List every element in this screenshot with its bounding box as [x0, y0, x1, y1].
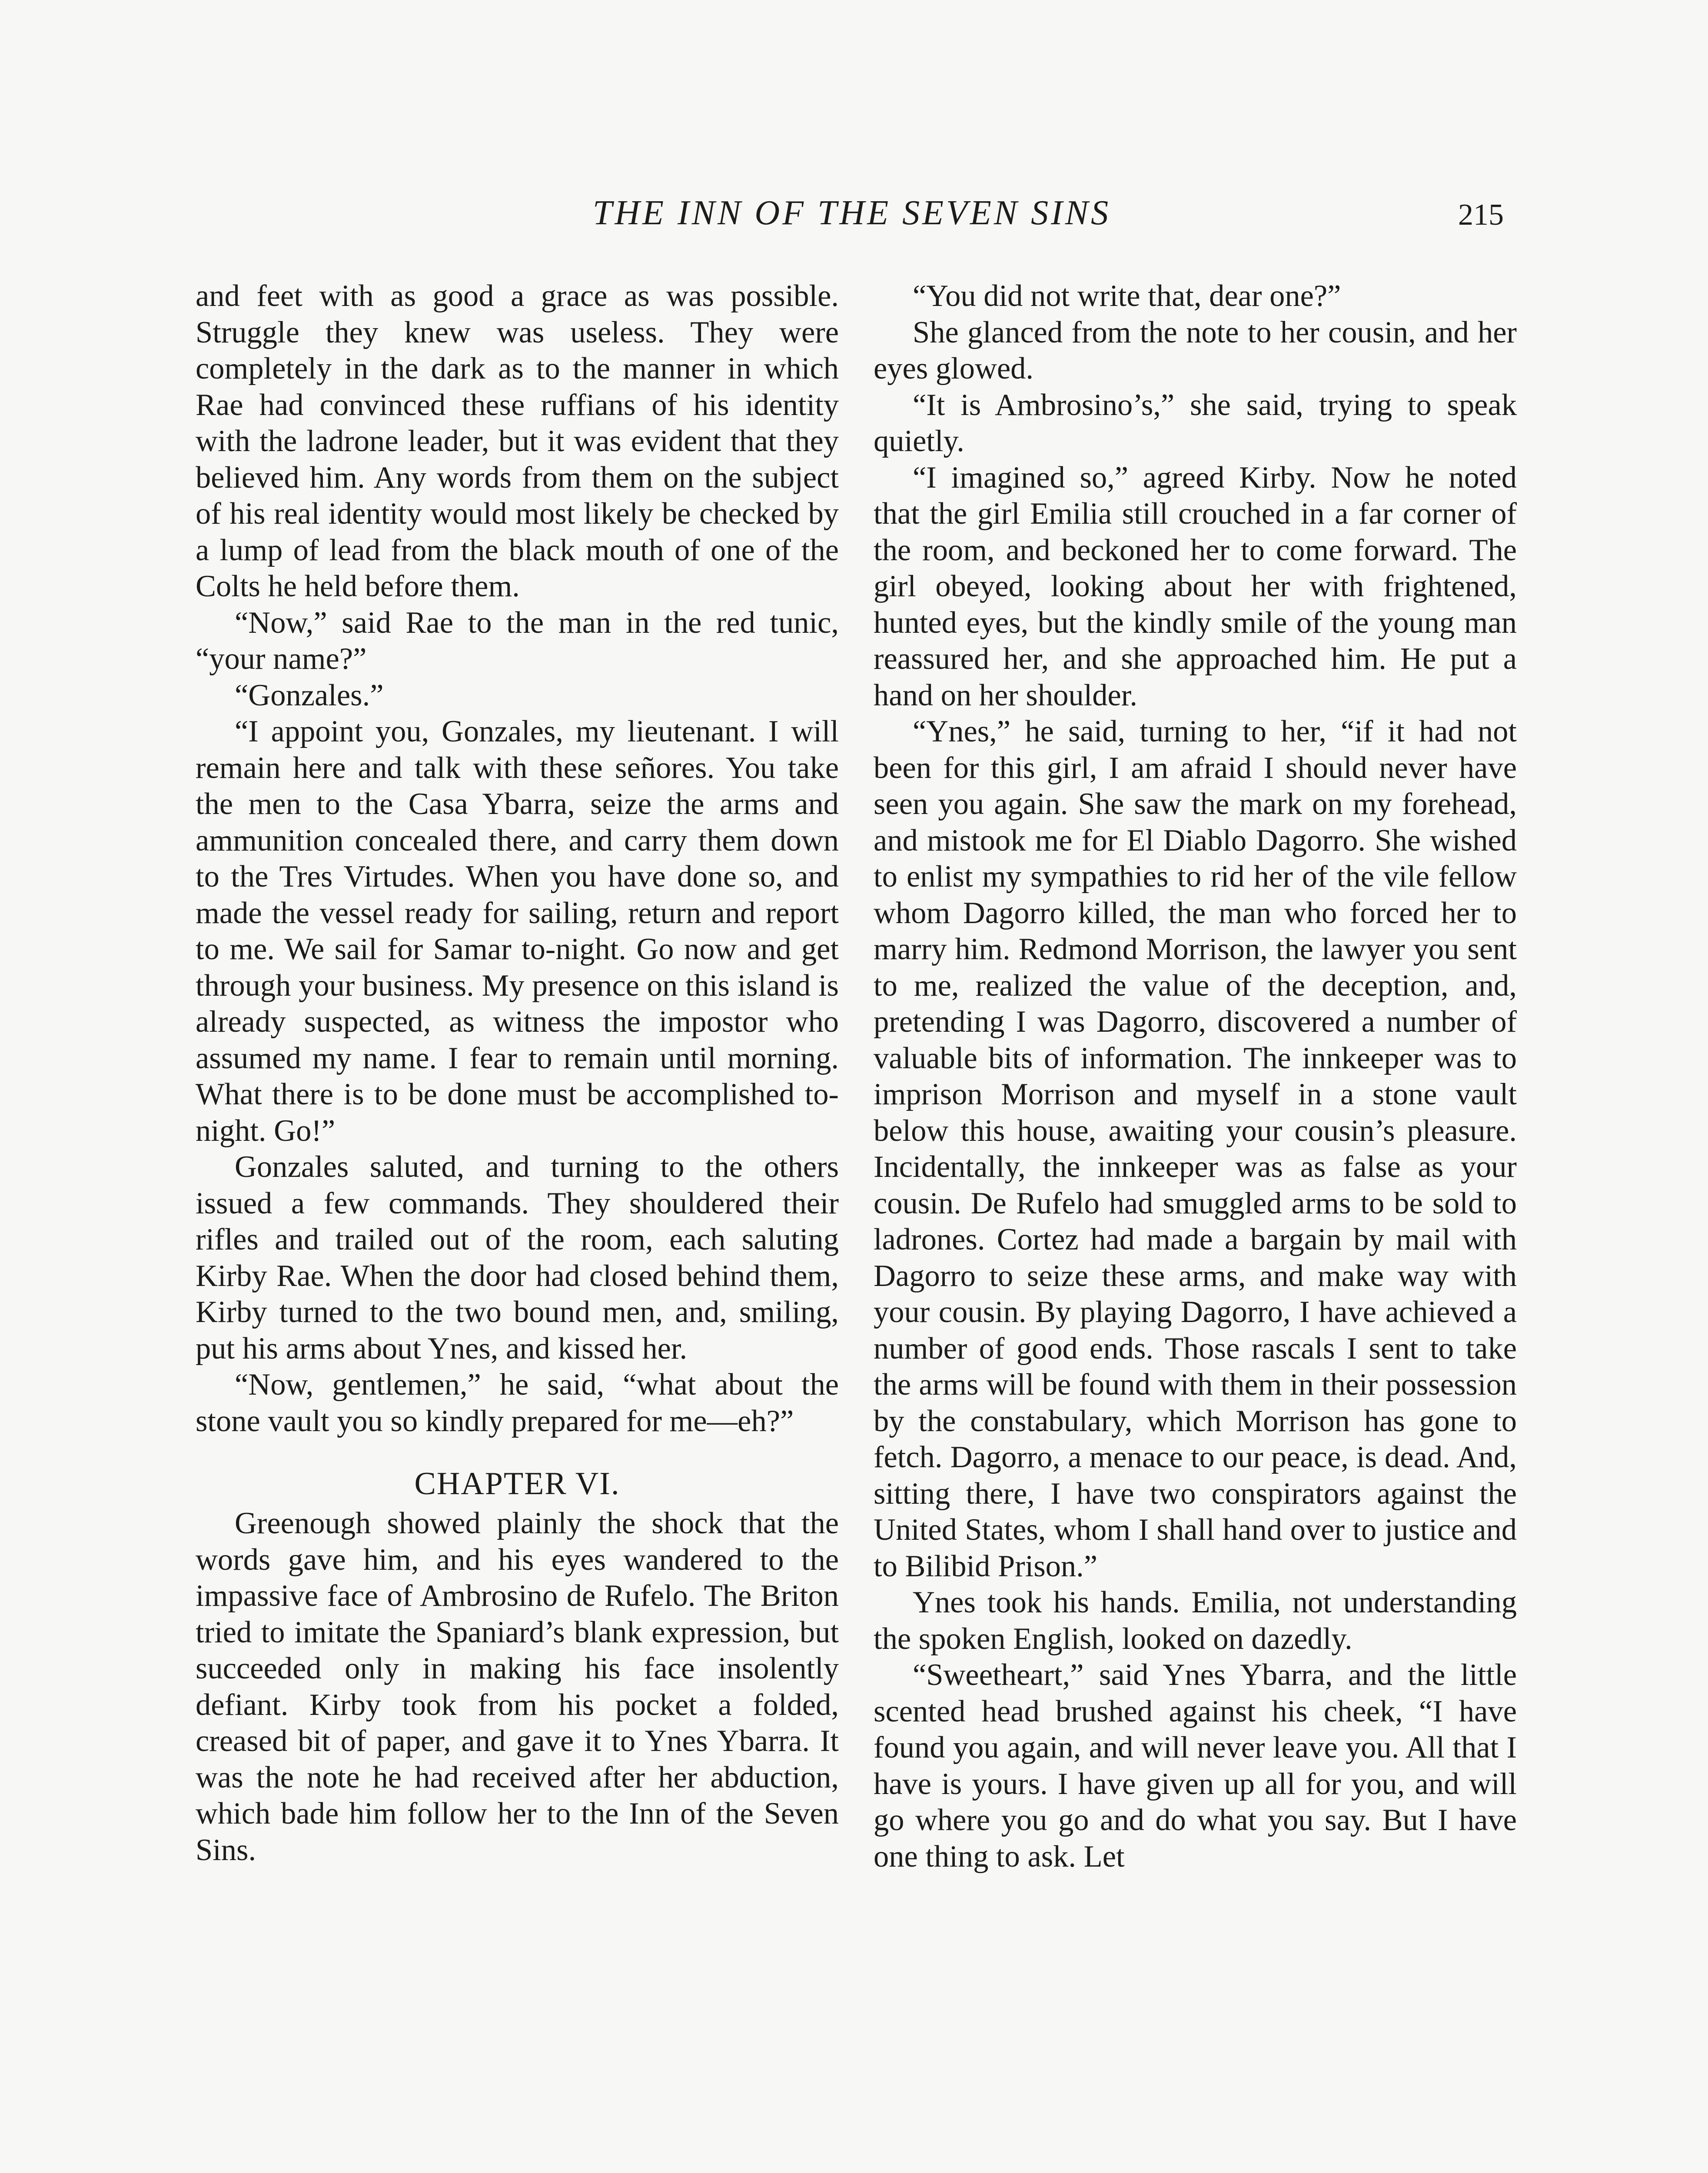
- left-column: [196, 278, 839, 1868]
- paragraph: “It is Ambrosino’s,” she said, trying to speak quietly.: [874, 388, 1517, 458]
- paragraph: Ynes took his hands. Emilia, not understanding the spoken English, looked on dazedly.: [874, 1585, 1517, 1656]
- paragraph: Gonzales saluted, and turning to the others issued a few commands. They shouldered their rifles and trailed out of the room, each saluting Kirby Rae. When the door had closed behind them, Kirby turned to the two bound men, and, smiling, put his arms about Ynes, and kissed her.: [196, 1150, 839, 1366]
- right-column: [874, 278, 1517, 1875]
- paragraph: “You did not write that, dear one?”: [913, 279, 1341, 313]
- paragraph: “Gonzales.”: [235, 678, 384, 712]
- page-number: 215: [1458, 198, 1504, 232]
- paragraph: “I appoint you, Gonzales, my lieutenant. I will remain here and talk with these señores. You take the men to the Casa Ybarra, seize the arms and ammunition concealed there, and carry them down to the Tres Virtudes. When you have done so, and made the vessel ready for sailing, return and report to me. We sail for Samar to-night. Go now and get through your business. My presence on this island is already suspected, as witness the impostor who assumed my name. I fear to remain until morning. What there is to be done must be accomplished to-night. Go!”: [196, 714, 839, 1148]
- paragraph: and feet with as good a grace as was possible. Struggle they knew was useless. They were completely in the dark as to the manner in which Rae had convinced these ruffians of his identity with the ladrone leader, but it was evident that they believed him. Any words from them on the subject of his real identity would most likely be checked by a lump of lead from the black mouth of one of the Colts he held before them.: [196, 279, 839, 603]
- chapter-heading: CHAPTER VI.: [414, 1466, 620, 1502]
- paragraph: She glanced from the note to her cousin, and her eyes glowed.: [874, 315, 1517, 385]
- running-head: THE INN OF THE SEVEN SINS: [592, 194, 1111, 232]
- paragraph: “Sweetheart,” said Ynes Ybarra, and the little scented head brushed against his cheek, “I have found you again, and will never leave you. All that I have is yours. I have given up all for you, and will go where you go and do what you say. But I have one thing to ask. Let: [874, 1658, 1517, 1874]
- paragraph: “Now, gentlemen,” he said, “what about the stone vault you so kindly prepared for me—eh?”: [196, 1368, 839, 1438]
- paragraph: Greenough showed plainly the shock that the words gave him, and his eyes wandered to the impassive face of Ambrosino de Rufelo. The Briton tried to imitate the Spaniard’s blank expression, but succeeded only in making his face insolently defiant. Kirby took from his pocket a folded, creased bit of paper, and gave it to Ynes Ybarra. It was the note he had received after her abduction, which bade him follow her to the Inn of the Seven Sins.: [196, 1506, 839, 1867]
- paragraph: “I imagined so,” agreed Kirby. Now he noted that the girl Emilia still crouched in a far corner of the room, and beckoned her to come forward. The girl obeyed, looking about her with frightened, hunted eyes, but the kindly smile of the young man reassured her, and she approached him. He put a hand on her shoulder.: [874, 460, 1517, 712]
- paragraph: “Now,” said Rae to the man in the red tunic, “your name?”: [196, 605, 839, 676]
- paragraph: “Ynes,” he said, turning to her, “if it had not been for this girl, I am afraid I should never have seen you again. She saw the mark on my forehead, and mistook me for El Diablo Dagorro. She wished to enlist my sympathies to rid her of the vile fellow whom Dagorro killed, the man who forced her to marry him. Redmond Morrison, the lawyer you sent to me, realized the value of the deception, and, pretending I was Dagorro, discovered a number of valuable bits of information. The innkeeper was to imprison Morrison and myself in a stone vault below this house, awaiting your cousin’s pleasure. Incidentally, the innkeeper was as false as your cousin. De Rufelo had smuggled arms to be sold to ladrones. Cortez had made a bargain by mail with Dagorro to seize these arms, and make way with your cousin. By playing Dagorro, I have achieved a number of good ends. Those rascals I sent to take the arms will be found with them in their possession by the constabulary, which Morrison has gone to fetch. Dagorro, a menace to our peace, is dead. And, sitting there, I have two conspirators against the United States, whom I shall hand over to justice and to Bilibid Prison.”: [874, 714, 1517, 1583]
